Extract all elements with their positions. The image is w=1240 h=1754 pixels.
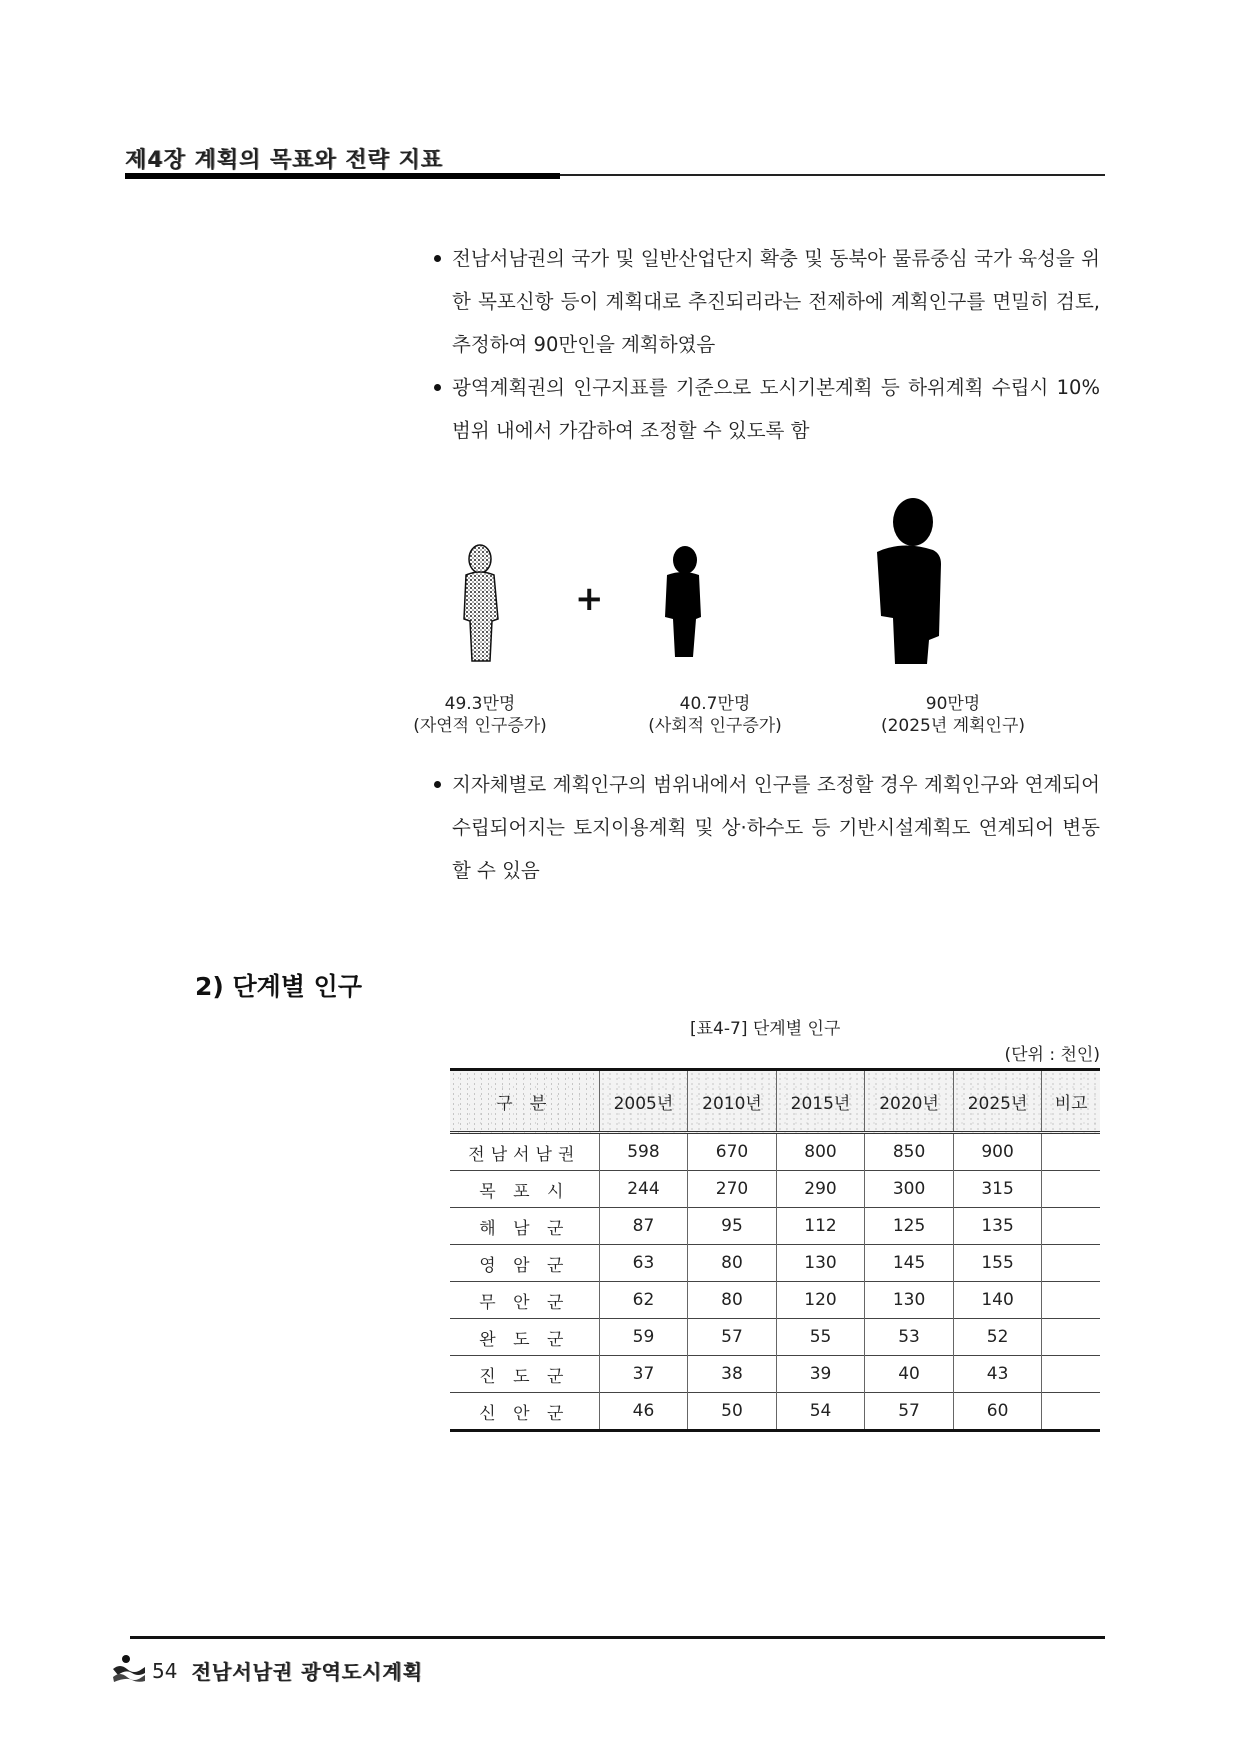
cell-2015: 130 — [776, 1245, 865, 1282]
person-solid-icon — [663, 545, 705, 660]
figure-value: 90만명 — [925, 694, 981, 714]
cell-2025: 140 — [953, 1282, 1042, 1319]
header-note: 비고 — [1042, 1070, 1100, 1133]
row-label: 목 포 시 — [479, 1181, 570, 1202]
cell-2005: 598 — [599, 1133, 688, 1171]
cell-2015: 800 — [776, 1133, 865, 1171]
table-caption: [표4-7] 단계별 인구 — [690, 1019, 841, 1039]
person-large-icon — [873, 498, 945, 666]
row-label: 신 안 군 — [479, 1403, 570, 1424]
cell-2010: 95 — [688, 1208, 777, 1245]
cell-note — [1042, 1133, 1100, 1171]
table-row — [450, 1208, 1100, 1245]
figure-label: (사회적 인구증가) — [648, 716, 782, 736]
header-2015: 2015년 — [776, 1070, 865, 1133]
cell-2010: 80 — [688, 1282, 777, 1319]
header-rule-accent — [125, 173, 560, 179]
cell-2020: 130 — [865, 1282, 954, 1319]
unit-label: (단위 : 천인) — [1004, 1045, 1100, 1065]
cell-note — [1042, 1208, 1100, 1245]
cell-2005: 244 — [599, 1171, 688, 1208]
cell-2025: 900 — [953, 1133, 1042, 1171]
page-footer — [112, 1653, 423, 1688]
cell-2010: 50 — [688, 1393, 777, 1431]
table-row — [450, 1282, 1100, 1319]
row-label: 전남서남권 — [468, 1144, 581, 1165]
cell-2005: 87 — [599, 1208, 688, 1245]
table-row — [450, 1245, 1100, 1282]
cell-2025: 155 — [953, 1245, 1042, 1282]
bullet-text: 광역계획권의 인구지표를 기준으로 도시기본계획 등 하위계획 수립시 10% 범위 내에서 가감하여 조정할 수 있도록 함 — [452, 376, 1100, 442]
cell-2015: 39 — [776, 1356, 865, 1393]
bullet-list-bottom — [430, 763, 1100, 892]
section-title: 2) 단계별 인구 — [195, 972, 362, 1001]
header-2020: 2020년 — [865, 1070, 954, 1133]
row-label: 해 남 군 — [479, 1218, 570, 1239]
row-label: 진 도 군 — [479, 1366, 570, 1387]
document-title: 전남서남권 광역도시계획 — [191, 1660, 423, 1684]
bullet-text: 전남서남권의 국가 및 일반산업단지 확충 및 동북아 물류중심 국가 육성을 위한 목포신항 등이 계획대로 추진되리라는 전제하에 계획인구를 면밀히 검토, 추정하여 90만인을 계획하였음 — [452, 247, 1100, 356]
cell-2015: 55 — [776, 1319, 865, 1356]
figure-label: (자연적 인구증가) — [413, 716, 547, 736]
figure-value: 40.7만명 — [679, 694, 751, 714]
header-2010: 2010년 — [688, 1070, 777, 1133]
table-row — [450, 1393, 1100, 1431]
person-dotted-icon — [458, 543, 504, 663]
cell-2010: 670 — [688, 1133, 777, 1171]
cell-2020: 57 — [865, 1393, 954, 1431]
table-row — [450, 1319, 1100, 1356]
figure-value: 49.3만명 — [444, 694, 516, 714]
row-label: 완 도 군 — [479, 1329, 570, 1350]
cell-2005: 37 — [599, 1356, 688, 1393]
row-label: 영 암 군 — [479, 1255, 570, 1276]
cell-2020: 125 — [865, 1208, 954, 1245]
cell-note — [1042, 1393, 1100, 1431]
bullet-dot-icon — [434, 384, 441, 391]
cell-2020: 40 — [865, 1356, 954, 1393]
cell-2015: 112 — [776, 1208, 865, 1245]
cell-note — [1042, 1356, 1100, 1393]
bullet-item — [430, 237, 1100, 366]
cell-2005: 63 — [599, 1245, 688, 1282]
figure-label: (2025년 계획인구) — [880, 716, 1026, 736]
bullet-dot-icon — [434, 781, 441, 788]
cell-2015: 54 — [776, 1393, 865, 1431]
row-label: 무 안 군 — [479, 1292, 570, 1313]
cell-2015: 290 — [776, 1171, 865, 1208]
population-table — [450, 1068, 1100, 1432]
header-category: 구 분 — [450, 1070, 599, 1133]
cell-2020: 53 — [865, 1319, 954, 1356]
header-2025: 2025년 — [953, 1070, 1042, 1133]
cell-2025: 135 — [953, 1208, 1042, 1245]
table-row — [450, 1171, 1100, 1208]
cell-2005: 59 — [599, 1319, 688, 1356]
cell-2020: 145 — [865, 1245, 954, 1282]
cell-note — [1042, 1245, 1100, 1282]
figure-caption-natural — [380, 693, 580, 737]
cell-2010: 270 — [688, 1171, 777, 1208]
cell-note — [1042, 1282, 1100, 1319]
cell-2025: 43 — [953, 1356, 1042, 1393]
bullet-text: 지자체별로 계획인구의 범위내에서 인구를 조정할 경우 계획인구와 연계되어 수립되어지는 토지이용계획 및 상·하수도 등 기반시설계획도 연계되어 변동할 수 있음 — [452, 773, 1100, 882]
bullet-item — [430, 366, 1100, 452]
bullet-list-top — [430, 237, 1100, 452]
bullet-item — [430, 763, 1100, 892]
cell-2015: 120 — [776, 1282, 865, 1319]
figure-caption-planned — [853, 693, 1053, 737]
chapter-header: 제4장 계획의 목표와 전략 지표 — [125, 148, 443, 173]
cell-2005: 46 — [599, 1393, 688, 1431]
wave-logo-icon — [112, 1653, 146, 1688]
cell-2010: 38 — [688, 1356, 777, 1393]
cell-2025: 60 — [953, 1393, 1042, 1431]
cell-2010: 80 — [688, 1245, 777, 1282]
cell-note — [1042, 1171, 1100, 1208]
footer-rule — [130, 1636, 1105, 1639]
bullet-dot-icon — [434, 255, 441, 262]
header-2005: 2005년 — [599, 1070, 688, 1133]
cell-note — [1042, 1319, 1100, 1356]
table-row — [450, 1356, 1100, 1393]
cell-2025: 315 — [953, 1171, 1042, 1208]
cell-2010: 57 — [688, 1319, 777, 1356]
figure-caption-social — [615, 693, 815, 737]
table-row — [450, 1133, 1100, 1171]
cell-2025: 52 — [953, 1319, 1042, 1356]
cell-2020: 300 — [865, 1171, 954, 1208]
plus-icon: + — [575, 579, 604, 619]
cell-2020: 850 — [865, 1133, 954, 1171]
table-header-row — [450, 1070, 1100, 1133]
page-number: 54 — [152, 1658, 178, 1683]
cell-2005: 62 — [599, 1282, 688, 1319]
